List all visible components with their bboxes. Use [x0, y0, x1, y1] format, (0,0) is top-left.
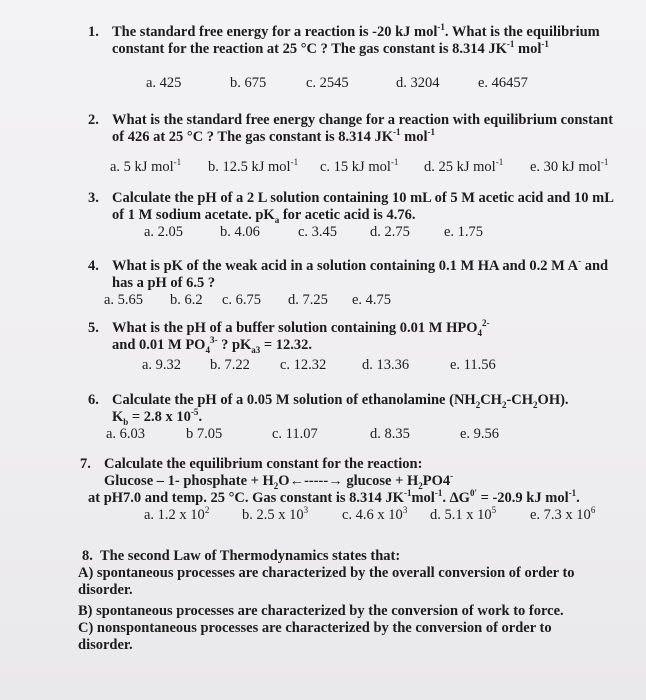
choice-d[interactable]: d. 8.35	[370, 426, 410, 442]
choice-d[interactable]: d. 3204	[396, 75, 440, 91]
question-number: 3.	[88, 190, 99, 206]
option-a-text[interactable]: A) spontaneous processes are characterized by the overall conversion of order to	[78, 565, 575, 581]
choice-d[interactable]: d. 25 kJ mol$^{-1}$	[424, 157, 504, 175]
question-conditions: at pH7.0 and temp. 25 °C. Gas constant is 8.314 $JK^{-1}mol^{-1}$. $\Delta G^{0'} = -20.9$ kJ mol$^{-1}$.	[88, 488, 580, 506]
question-4	[88, 258, 628, 309]
choice-e[interactable]: e. 11.56	[450, 357, 496, 373]
question-text-line-2: of 1 M sodium acetate. $pK_a$ for acetic acid is 4.76.	[112, 207, 416, 225]
choice-c[interactable]: c. 12.32	[280, 357, 327, 373]
choice-a[interactable]: a. 6.03	[106, 426, 146, 442]
question-number: 6.	[88, 392, 99, 408]
choice-a[interactable]: a. 5.65	[104, 292, 144, 308]
choice-e[interactable]: e. 1.75	[444, 224, 484, 240]
reaction-equation: Glucose – 1- phosphate + $H_2O\leftarrow-----\to glucose + H_2PO4^-$	[104, 471, 454, 491]
choice-d[interactable]: d. 13.36	[362, 357, 410, 373]
choice-e[interactable]: e. 4.75	[352, 292, 392, 308]
question-3	[88, 190, 628, 241]
question-text: The second Law of Thermodynamics states that:	[100, 548, 401, 564]
choice-b[interactable]: b. 6.2	[170, 292, 203, 308]
question-2	[88, 112, 628, 176]
question-number: 2.	[88, 112, 99, 128]
choice-a[interactable]: a. 2.05	[144, 224, 184, 240]
question-text: Calculate the equilibrium constant for the reaction:	[104, 456, 423, 472]
question-text: What is pK of the weak acid in a solution containing 0.1 M HA and 0.2 M A- and	[112, 256, 609, 274]
choice-c[interactable]: c. 6.75	[222, 292, 262, 308]
option-c-text[interactable]: C) nonspontaneous processes are characterized by the conversion of order to	[78, 620, 552, 636]
choice-a[interactable]: a. 1.2 x $10^2$	[144, 505, 210, 523]
question-text-line-2: constant for the reaction at 25 °C ? The gas constant is 8.314 $JK^{-1}$ mol$^{-1}$	[112, 39, 549, 57]
question-number: 7.	[80, 456, 91, 472]
question-text-line-2: of 426 at 25 °C ? The gas constant is 8.314 $JK^{-1}$ mol$^{-1}$	[112, 127, 436, 145]
question-number: 4.	[88, 258, 99, 274]
question-6	[88, 392, 628, 443]
choice-c[interactable]: c. 2545	[306, 75, 349, 91]
choice-e[interactable]: e. 46457	[478, 75, 528, 91]
question-8	[78, 548, 618, 654]
question-text: Calculate the pH of a 0.05 M solution of ethanolamine $(NH_2CH_2-CH_2OH)$.	[112, 392, 569, 410]
choice-e[interactable]: e. 30 kJ mol$^{-1}$	[530, 157, 609, 175]
choice-b[interactable]: b. 7.22	[210, 357, 250, 373]
choice-c[interactable]: c. 4.6 x $10^3$	[342, 505, 408, 523]
answer-choices	[80, 507, 628, 524]
choice-b[interactable]: b 7.05	[186, 426, 223, 442]
question-text-line-2: has a pH of 6.5 ?	[112, 275, 216, 291]
question-text: Calculate the pH of a 2 L solution containing 10 mL of 5 M acetic acid and 10 mL	[112, 190, 614, 206]
choice-a[interactable]: a. 9.32	[142, 357, 182, 373]
question-1	[88, 24, 608, 92]
option-a-continued: disorder.	[78, 582, 133, 598]
answer-choices	[88, 75, 608, 92]
choice-d[interactable]: d. 7.25	[288, 292, 328, 308]
choice-c[interactable]: c. 3.45	[298, 224, 338, 240]
question-text-line-2: $K_b = 2.8$ x $10^{-5}$.	[112, 407, 203, 427]
question-number: 8.	[82, 548, 93, 564]
choice-a[interactable]: a. 425	[146, 75, 182, 91]
option-c-continued: disorder.	[78, 637, 133, 653]
question-7	[80, 456, 628, 524]
answer-choices	[88, 224, 628, 241]
choice-b[interactable]: b. 675	[230, 75, 267, 91]
question-text-line-2: and 0.01 M $PO_4^{3-}$ ? $pK_{a3} = 12.32$.	[112, 335, 313, 355]
answer-choices	[88, 159, 628, 176]
answer-choices	[88, 357, 628, 374]
question-text: The standard free energy for a reaction is -20 kJ mol$^{-1}$. What is the equilibrium	[112, 22, 600, 40]
answer-choices	[88, 426, 628, 443]
choice-b[interactable]: b. 2.5 x $10^3$	[242, 505, 309, 523]
choice-c[interactable]: c. 15 kJ mol$^{-1}$	[320, 157, 399, 175]
choice-a[interactable]: a. 5 kJ mol$^{-1}$	[110, 157, 182, 175]
question-number: 5.	[88, 320, 99, 336]
choice-b[interactable]: b. 4.06	[220, 224, 260, 240]
question-5	[88, 320, 628, 374]
choice-d[interactable]: d. 2.75	[370, 224, 410, 240]
choice-b[interactable]: b. 12.5 kJ mol$^{-1}$	[208, 157, 299, 175]
choice-c[interactable]: c. 11.07	[272, 426, 318, 442]
question-text: What is the pH of a buffer solution containing 0.01 M $HPO_4^{2-}$	[112, 318, 490, 338]
answer-choices	[88, 292, 628, 309]
question-number: 1.	[88, 24, 99, 40]
question-text: What is the standard free energy change for a reaction with equilibrium constant	[112, 112, 614, 128]
choice-e[interactable]: e. 7.3 x $10^6$	[530, 505, 596, 523]
option-b-text[interactable]: B) spontaneous processes are characterized by the conversion of work to force.	[78, 603, 564, 619]
choice-d[interactable]: d. 5.1 x $10^5$	[430, 505, 497, 523]
choice-e[interactable]: e. 9.56	[460, 426, 500, 442]
